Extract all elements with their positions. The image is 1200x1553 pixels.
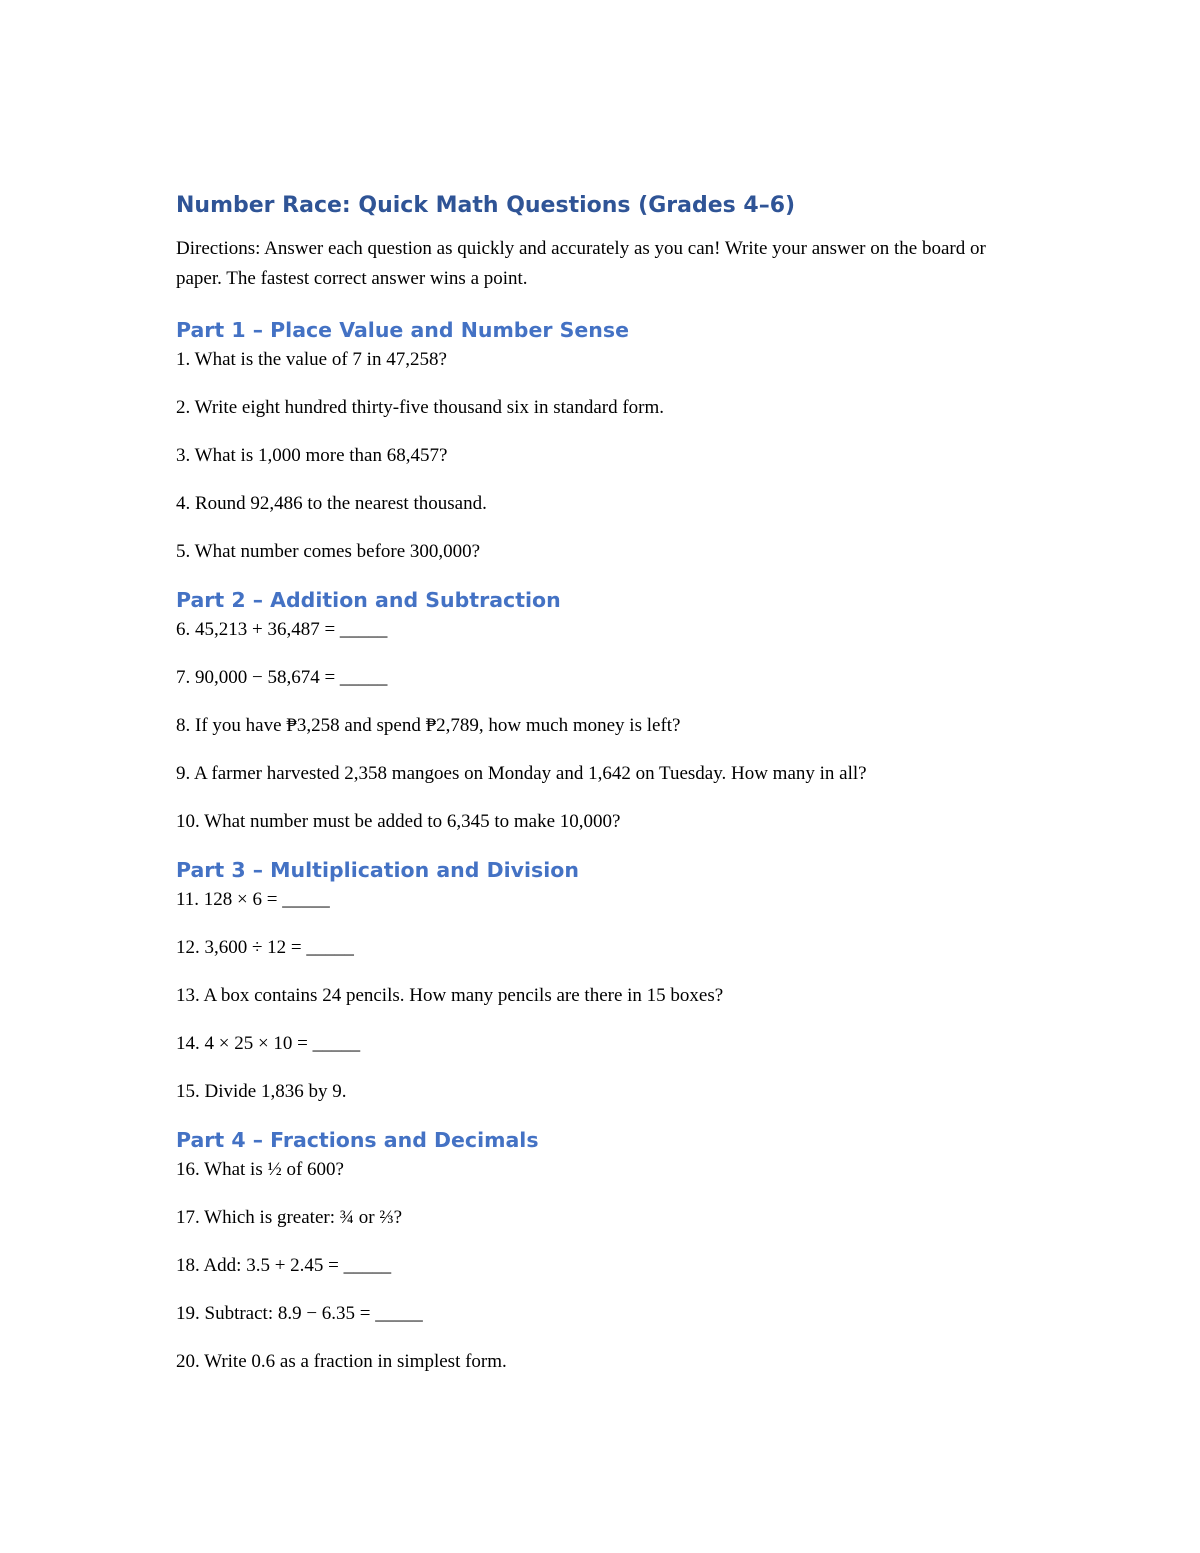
question-1: 1. What is the value of 7 in 47,258? xyxy=(176,349,447,370)
question-4: 4. Round 92,486 to the nearest thousand. xyxy=(176,493,487,514)
part-3-section xyxy=(176,854,1026,1106)
part-1-section xyxy=(176,314,1026,566)
question-6: 6. 45,213 + 36,487 = _____ xyxy=(176,619,388,640)
document-page xyxy=(176,186,1026,1396)
question-5: 5. What number comes before 300,000? xyxy=(176,541,481,562)
question-15: 15. Divide 1,836 by 9. xyxy=(176,1081,347,1102)
question-14: 14. 4 × 25 × 10 = _____ xyxy=(176,1033,361,1054)
question-17: 17. Which is greater: ¾ or ⅔? xyxy=(176,1207,402,1228)
part-2-heading: Part 2 – Addition and Subtraction xyxy=(176,588,561,612)
page-title: Number Race: Quick Math Questions (Grades 4–6) xyxy=(176,193,796,218)
question-20: 20. Write 0.6 as a fraction in simplest form. xyxy=(176,1351,507,1372)
question-12: 12. 3,600 ÷ 12 = _____ xyxy=(176,937,354,958)
part-1-heading: Part 1 – Place Value and Number Sense xyxy=(176,318,630,342)
question-10: 10. What number must be added to 6,345 to make 10,000? xyxy=(176,811,621,832)
question-13: 13. A box contains 24 pencils. How many pencils are there in 15 boxes? xyxy=(176,985,724,1006)
question-2: 2. Write eight hundred thirty-five thousand six in standard form. xyxy=(176,397,665,418)
question-8: 8. If you have ₱3,258 and spend ₱2,789, how much money is left? xyxy=(176,715,681,736)
part-4-section xyxy=(176,1124,1026,1376)
directions-text: Directions: Answer each question as quickly and accurately as you can! Write your answer on the board or paper. The fastest correct answer wins a point. xyxy=(176,238,986,289)
part-3-heading: Part 3 – Multiplication and Division xyxy=(176,858,579,882)
question-19: 19. Subtract: 8.9 − 6.35 = _____ xyxy=(176,1303,423,1324)
question-3: 3. What is 1,000 more than 68,457? xyxy=(176,445,448,466)
question-11: 11. 128 × 6 = _____ xyxy=(176,889,330,910)
question-7: 7. 90,000 − 58,674 = _____ xyxy=(176,667,388,688)
question-9: 9. A farmer harvested 2,358 mangoes on Monday and 1,642 on Tuesday. How many in all? xyxy=(176,763,867,784)
part-2-section xyxy=(176,584,1026,836)
part-4-heading: Part 4 – Fractions and Decimals xyxy=(176,1128,539,1152)
question-16: 16. What is ½ of 600? xyxy=(176,1159,344,1180)
question-18: 18. Add: 3.5 + 2.45 = _____ xyxy=(176,1255,392,1276)
